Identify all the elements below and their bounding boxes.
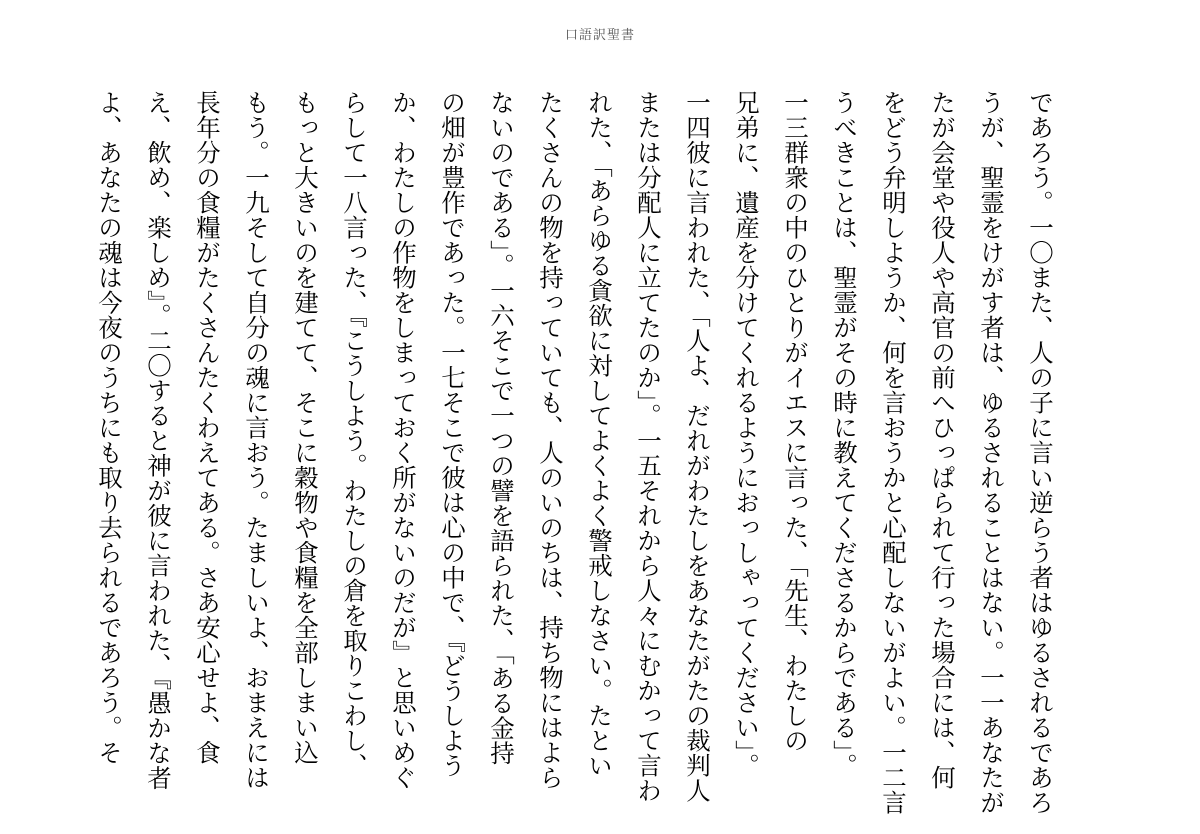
- text-column: をどう弁明しようか、何を言おうかと心配しないがよい。一二言: [879, 90, 908, 815]
- text-column: え、飲め、楽しめ』。二〇すると神が彼に言われた、『愚かな者: [144, 90, 173, 791]
- page-header: 口語訳聖書: [564, 28, 635, 43]
- text-column: れた、「あらゆる貪欲に対してよくよく警戒しなさい。たとい: [585, 90, 614, 778]
- text-column: もう。一九そして自分の魂に言おう。たましいよ、おまえには: [242, 90, 271, 790]
- text-column: か、わたしの作物をしまっておく所がないのだが』と思いめぐ: [389, 90, 418, 790]
- text-column: もっと大きいのを建てて、そこに穀物や食糧を全部しまい込: [291, 90, 320, 765]
- text-column: または分配人に立てたのか」。一五それから人々にむかって言わ: [634, 90, 663, 803]
- text-column: であろう。一〇また、人の子に言い逆らう者はゆるされるであろ: [1026, 90, 1055, 815]
- text-column: らして一八言った、『こうしよう。わたしの倉を取りこわし、: [340, 90, 369, 778]
- text-column: うが、聖霊をけがす者は、ゆるされることはない。一一あなたが: [977, 90, 1006, 815]
- text-column: ないのである」。一六そこで一つの譬を語られた、「ある金持: [487, 90, 516, 766]
- text-column: の畑が豊作であった。一七そこで彼は心の中で、『どうしよう: [438, 90, 467, 778]
- text-column: 兄弟に、遺産を分けてくれるようにおっしゃってください」。: [732, 90, 761, 778]
- text-column: 一三群衆の中のひとりがイエスに言った、「先生、わたしの: [781, 90, 810, 753]
- text-column: 長年分の食糧がたくさんたくわえてある。さあ安心せよ、食: [193, 90, 222, 765]
- scripture-text: [85, 90, 1065, 815]
- text-column: よ、あなたの魂は今夜のうちにも取り去られるであろう。そ: [95, 90, 124, 765]
- text-column: たくさんの物を持っていても、人のいのちは、持ち物にはよら: [536, 90, 565, 790]
- text-column: たが会堂や役人や高官の前へひっぱられて行った場合には、何: [928, 90, 957, 790]
- text-column: 一四彼に言われた、「人よ、だれがわたしをあなたがたの裁判人: [683, 90, 712, 803]
- text-column: うべきことは、聖霊がその時に教えてくださるからである」。: [830, 90, 859, 778]
